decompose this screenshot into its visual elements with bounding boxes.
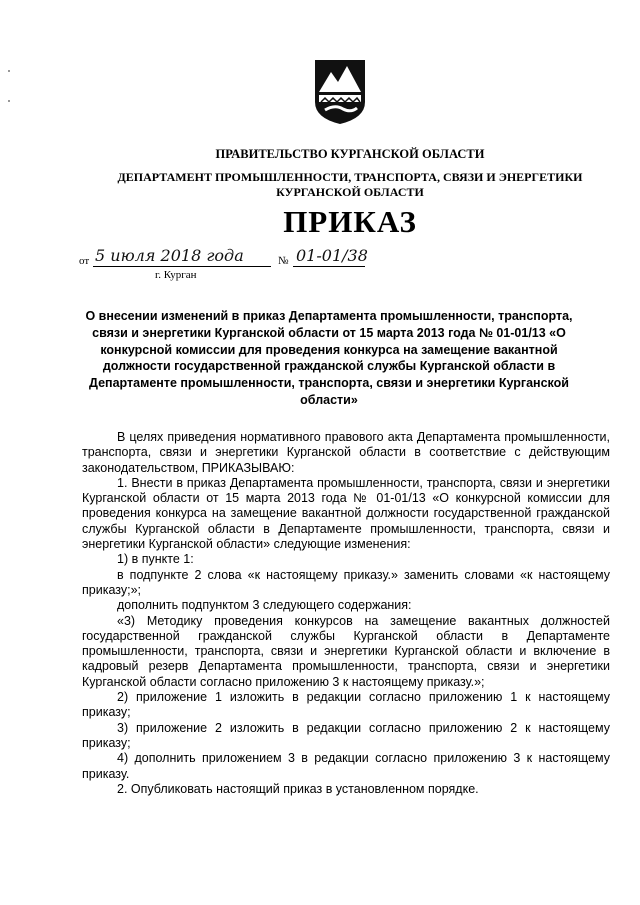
date-from-label: от [79,255,90,267]
body-paragraph: В целях приведения нормативного правового акта Департамента промышленности, транспорта, связи и энергетики Курганской области в соответствие с действующим законодательством, ПРИКАЗЫВАЮ: [82,430,610,475]
body-paragraph: 1) в пункте 1: [117,552,194,567]
order-subject: О внесении изменений в приказ Департамента промышленности, транспорта, связи и энергетики Курганской области от 15 марта 2013 года № 01-01/13 «О конкурсной комиссии для проведения конкурса на замещение вакантной должности государственной гражданской службы Курганской области в Департаменте промышленности, транспорта, связи и энергетики Курганской области» [85,309,573,407]
body-paragraph: 1. Внести в приказ Департамента промышленности, транспорта, связи и энергетики Курганской области от 15 марта 2013 года № 01-01/13 «О конкурсной комиссии для проведения конкурса на замещение вакантной должности государственной гражданской службы Курганской области в Департаменте промышленности, транспорта, связи и энергетики Курганской области» следующие изменения: [82,475,610,552]
department-name-line1: ДЕПАРТАМЕНТ ПРОМЫШЛЕННОСТИ, ТРАНСПОРТА, СВЯЗИ И ЭНЕРГЕТИКИ [117,170,583,184]
body-paragraph: 4) дополнить приложением 3 в редакции согласно приложению 3 к настоящему приказу. [82,751,610,781]
government-name: ПРАВИТЕЛЬСТВО КУРГАНСКОЙ ОБЛАСТИ [215,147,485,161]
body-paragraph: в подпункте 2 слова «к настоящему приказу.» заменить словами «к настоящему приказу;»; [82,567,610,597]
handwritten-number: 01-01/38 [296,246,368,265]
body-paragraph: 3) приложение 2 изложить в редакции согласно приложению 2 к настоящему приказу; [82,720,610,750]
order-body [82,430,610,797]
date-underline [93,266,271,267]
body-paragraph: 2. Опубликовать настоящий приказ в установленном порядке. [117,781,479,796]
department-name [30,170,640,200]
scan-mark [8,70,10,72]
department-name-line2: КУРГАНСКОЙ ОБЛАСТИ [276,185,424,199]
coat-of-arms-icon [313,58,367,126]
city-label: г. Курган [155,269,197,281]
number-label: № [278,255,289,267]
document-title: ПРИКАЗ [283,204,417,239]
body-paragraph: дополнить подпунктом 3 следующего содержания: [117,598,412,613]
body-paragraph: 2) приложение 1 изложить в редакции согласно приложению 1 к настоящему приказу; [82,690,610,720]
handwritten-date: 5 июля 2018 года [95,246,244,265]
scan-mark [8,100,10,102]
number-underline [293,266,365,267]
body-paragraph: «3) Методику проведения конкурсов на замещение вакантных должностей государственной гражданской службы Курганской области в Департаменте промышленности, транспорта, связи и энергетики Курганской области и включение в кадровый резерв Департамента промышленности, транспорта, связи и энергетики Курганской области согласно приложению 3 к настоящему приказу.»; [82,613,610,689]
